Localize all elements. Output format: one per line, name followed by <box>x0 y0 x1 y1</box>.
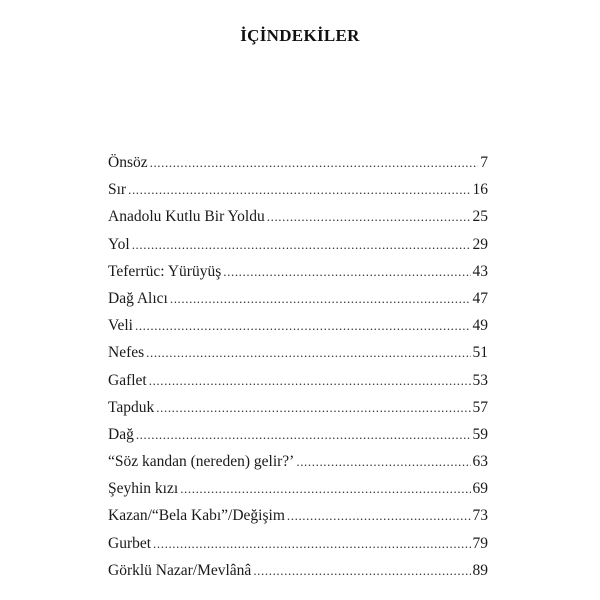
dot-leader <box>128 176 470 203</box>
toc-entry-title: Tapduk <box>108 398 155 416</box>
toc-entry-title: Görklü Nazar/Mevlânâ <box>108 561 252 579</box>
dot-leader <box>132 231 471 258</box>
table-of-contents <box>108 149 488 584</box>
dot-leader <box>267 203 471 230</box>
toc-entry-page-number: 43 <box>472 262 488 280</box>
dot-leader <box>170 285 471 312</box>
toc-entry-title: Kazan/“Bela Kabı”/Değişim <box>108 507 285 525</box>
toc-entry-title: Gurbet <box>108 534 152 552</box>
toc-entry-page-number: 7 <box>480 154 488 171</box>
toc-entry-page-number: 25 <box>472 208 488 226</box>
toc-entry-title: Dağ Alıcı <box>108 289 168 307</box>
dot-leader <box>153 530 470 557</box>
toc-entry-tapduk <box>108 394 488 421</box>
toc-entry-teferruc-yuruyus <box>108 258 488 285</box>
dot-leader <box>253 557 470 584</box>
toc-entry-page-number: 51 <box>472 344 488 362</box>
toc-entry-veli <box>108 312 488 339</box>
dot-leader <box>287 502 471 529</box>
toc-entry-soz-kandan-gelir <box>108 448 488 475</box>
toc-entry-title: Gaflet <box>108 371 147 389</box>
toc-entry-yol <box>108 231 488 258</box>
toc-entry-page-number: 47 <box>472 289 488 307</box>
toc-entry-page-number: 16 <box>472 181 488 199</box>
toc-entry-seyhin-kizi <box>108 475 488 502</box>
toc-entry-title: Teferrüc: Yürüyüş <box>108 262 222 280</box>
toc-entry-title: Veli <box>108 317 133 335</box>
toc-entry-dag-alici <box>108 285 488 312</box>
toc-entry-page-number: 89 <box>472 561 488 579</box>
toc-entry-gorklu-nazar-mevlana <box>108 557 488 584</box>
page-title: İÇİNDEKİLER <box>240 26 360 45</box>
toc-entry-page-number: 63 <box>472 453 488 471</box>
toc-entry-kazan-bela-kabi-degisim <box>108 502 488 529</box>
dot-leader <box>149 367 471 394</box>
toc-entry-page-number: 29 <box>472 235 488 253</box>
toc-entry-title: Yol <box>108 235 130 253</box>
toc-entry-title: Dağ <box>108 425 134 443</box>
toc-entry-page-number: 49 <box>472 317 488 335</box>
toc-entry-dag <box>108 421 488 448</box>
toc-entry-title: Nefes <box>108 344 145 362</box>
dot-leader <box>146 339 470 366</box>
toc-entry-gaflet <box>108 367 488 394</box>
dot-leader <box>150 149 479 176</box>
toc-entry-title: Sır <box>108 181 127 199</box>
toc-entry-title: Önsöz <box>108 154 148 171</box>
toc-entry-title: “Söz kandan (nereden) gelir?’ <box>108 453 295 471</box>
dot-leader <box>136 421 471 448</box>
toc-entry-onsoz <box>108 149 488 176</box>
toc-entry-page-number: 53 <box>472 371 488 389</box>
toc-entry-gurbet <box>108 530 488 557</box>
toc-entry-page-number: 73 <box>472 507 488 525</box>
toc-entry-page-number: 79 <box>472 534 488 552</box>
toc-entry-title: Anadolu Kutlu Bir Yoldu <box>108 208 265 226</box>
dot-leader <box>296 448 470 475</box>
toc-entry-anadolu-kutlu-bir-yoldu <box>108 203 488 230</box>
toc-entry-title: Şeyhin kızı <box>108 480 179 498</box>
toc-entry-nefes <box>108 339 488 366</box>
dot-leader <box>180 475 470 502</box>
toc-entry-page-number: 57 <box>472 398 488 416</box>
dot-leader <box>223 258 470 285</box>
toc-entry-sir <box>108 176 488 203</box>
dot-leader <box>135 312 471 339</box>
toc-entry-page-number: 69 <box>472 480 488 498</box>
toc-entry-page-number: 59 <box>472 425 488 443</box>
dot-leader <box>156 394 470 421</box>
